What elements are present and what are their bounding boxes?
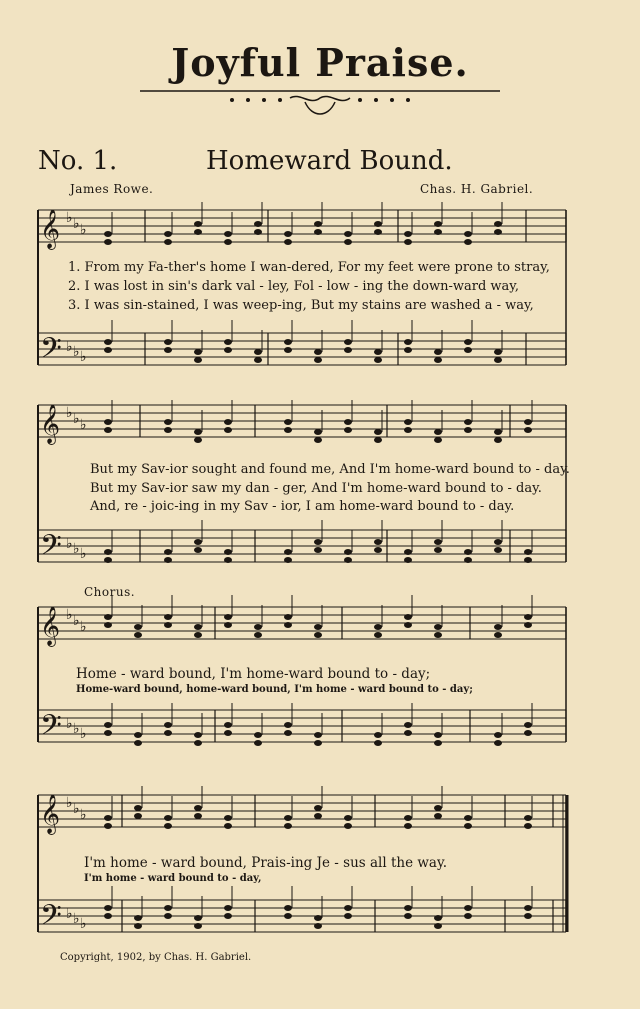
- note-head: [344, 823, 352, 829]
- note-head: [194, 357, 202, 363]
- note-head: [434, 915, 442, 921]
- note-head: [434, 813, 442, 819]
- note-head: [374, 740, 382, 746]
- note-head: [254, 357, 262, 363]
- verse-line-3a: 3. I was sin-stained, I was weep-ing, But my stains are washed a - way,: [68, 298, 534, 313]
- note-head: [224, 913, 232, 919]
- note-head: [194, 539, 202, 545]
- note-head: [284, 557, 292, 563]
- note-head: [134, 624, 142, 630]
- note-head: [104, 614, 112, 620]
- note-head: [434, 437, 442, 443]
- note-head: [524, 722, 532, 728]
- note-head: [104, 339, 112, 345]
- note-head: [524, 614, 532, 620]
- note-head: [434, 221, 442, 227]
- note-head: [404, 339, 412, 345]
- note-head: [134, 740, 142, 746]
- note-head: [164, 730, 172, 736]
- treble-clef-icon: 𝄞: [40, 404, 61, 444]
- note-head: [224, 339, 232, 345]
- note-head: [404, 239, 412, 245]
- note-head: [164, 231, 172, 237]
- note-head: [344, 905, 352, 911]
- note-head: [254, 632, 262, 638]
- note-head: [344, 549, 352, 555]
- note-head: [404, 347, 412, 353]
- note-head: [104, 730, 112, 736]
- treble-clef-icon: 𝄞: [40, 606, 61, 646]
- treble-clef-icon: 𝄞: [40, 209, 61, 249]
- note-head: [344, 427, 352, 433]
- note-head: [224, 239, 232, 245]
- note-head: [284, 231, 292, 237]
- note-head: [284, 427, 292, 433]
- flat-icon: ♭: [66, 339, 73, 355]
- note-head: [224, 557, 232, 563]
- note-head: [524, 427, 532, 433]
- note-head: [464, 347, 472, 353]
- note-head: [404, 815, 412, 821]
- note-head: [314, 915, 322, 921]
- note-head: [374, 221, 382, 227]
- note-head: [464, 231, 472, 237]
- note-head: [494, 539, 502, 545]
- note-head: [494, 547, 502, 553]
- flat-icon: ♭: [66, 716, 73, 732]
- note-head: [194, 740, 202, 746]
- note-head: [224, 730, 232, 736]
- note-head: [284, 549, 292, 555]
- note-head: [314, 547, 322, 553]
- flat-icon: ♭: [73, 411, 80, 427]
- note-head: [104, 557, 112, 563]
- verse-line-2b: But my Sav-ior saw my dan - ger, And I'm home-ward bound to - day.: [90, 481, 542, 496]
- note-head: [224, 427, 232, 433]
- note-head: [314, 624, 322, 630]
- note-head: [224, 622, 232, 628]
- flat-icon: ♭: [80, 546, 87, 562]
- note-head: [134, 915, 142, 921]
- note-head: [104, 231, 112, 237]
- note-head: [254, 732, 262, 738]
- bass-clef-icon: 𝄢: [40, 899, 62, 939]
- note-head: [434, 632, 442, 638]
- note-head: [284, 913, 292, 919]
- note-head: [164, 614, 172, 620]
- note-head: [104, 239, 112, 245]
- note-head: [254, 624, 262, 630]
- note-head: [494, 732, 502, 738]
- verse-line-1a: 1. From my Fa-ther's home I wan-dered, For my feet were prone to stray,: [68, 260, 550, 275]
- composer-credit: Chas. H. Gabriel.: [420, 182, 534, 196]
- note-head: [344, 815, 352, 821]
- note-head: [194, 915, 202, 921]
- chorus-line-echo: Home-ward bound, home-ward bound, I'm home - ward bound to - day;: [76, 684, 473, 695]
- note-head: [434, 229, 442, 235]
- note-head: [284, 722, 292, 728]
- note-head: [284, 730, 292, 736]
- note-head: [404, 427, 412, 433]
- note-head: [104, 419, 112, 425]
- note-head: [434, 539, 442, 545]
- note-head: [494, 349, 502, 355]
- note-head: [344, 913, 352, 919]
- verse-line-1b: But my Sav-ior sought and found me, And I'm home-ward bound to - day.: [90, 462, 570, 477]
- note-head: [194, 805, 202, 811]
- note-head: [524, 815, 532, 821]
- note-head: [344, 557, 352, 563]
- note-head: [464, 823, 472, 829]
- verse-line-2a: 2. I was lost in sin's dark val - ley, Fol - low - ing the down-ward way,: [68, 279, 520, 294]
- note-head: [164, 557, 172, 563]
- note-head: [194, 437, 202, 443]
- flat-icon: ♭: [80, 417, 87, 433]
- note-head: [404, 557, 412, 563]
- chorus-line-echo-2: I'm home - ward bound to - day,: [84, 873, 262, 884]
- note-head: [224, 815, 232, 821]
- note-head: [164, 419, 172, 425]
- note-head: [134, 813, 142, 819]
- note-head: [194, 229, 202, 235]
- note-head: [464, 427, 472, 433]
- chorus-line-main: Home - ward bound, I'm home-ward bound to - day;: [76, 666, 431, 682]
- note-head: [194, 624, 202, 630]
- flat-icon: ♭: [73, 613, 80, 629]
- flat-icon: ♭: [73, 541, 80, 557]
- flat-icon: ♭: [66, 795, 73, 811]
- note-head: [104, 427, 112, 433]
- flat-icon: ♭: [80, 619, 87, 635]
- note-head: [434, 357, 442, 363]
- note-head: [524, 622, 532, 628]
- note-head: [434, 349, 442, 355]
- flat-icon: ♭: [73, 721, 80, 737]
- note-head: [284, 419, 292, 425]
- flat-icon: ♭: [66, 210, 73, 226]
- note-head: [194, 547, 202, 553]
- flat-icon: ♭: [66, 405, 73, 421]
- note-head: [464, 339, 472, 345]
- note-head: [344, 347, 352, 353]
- note-head: [194, 732, 202, 738]
- note-head: [254, 221, 262, 227]
- note-head: [284, 815, 292, 821]
- note-head: [464, 913, 472, 919]
- note-head: [464, 557, 472, 563]
- note-head: [164, 913, 172, 919]
- note-head: [284, 239, 292, 245]
- note-head: [404, 549, 412, 555]
- note-head: [254, 229, 262, 235]
- note-head: [164, 905, 172, 911]
- note-head: [404, 722, 412, 728]
- note-head: [284, 614, 292, 620]
- flat-icon: ♭: [73, 216, 80, 232]
- note-head: [314, 732, 322, 738]
- note-head: [224, 419, 232, 425]
- note-head: [434, 547, 442, 553]
- note-head: [404, 231, 412, 237]
- note-head: [104, 549, 112, 555]
- note-head: [314, 221, 322, 227]
- flat-icon: ♭: [66, 607, 73, 623]
- note-head: [494, 229, 502, 235]
- note-head: [404, 730, 412, 736]
- note-head: [374, 632, 382, 638]
- note-head: [314, 229, 322, 235]
- note-head: [254, 740, 262, 746]
- note-head: [164, 823, 172, 829]
- note-head: [284, 823, 292, 829]
- note-head: [524, 730, 532, 736]
- note-head: [494, 740, 502, 746]
- note-head: [524, 905, 532, 911]
- note-head: [314, 539, 322, 545]
- note-head: [224, 905, 232, 911]
- note-head: [164, 549, 172, 555]
- note-head: [314, 923, 322, 929]
- note-head: [314, 429, 322, 435]
- flat-icon: ♭: [80, 222, 87, 238]
- note-head: [374, 429, 382, 435]
- note-head: [374, 732, 382, 738]
- note-head: [104, 622, 112, 628]
- note-head: [194, 632, 202, 638]
- note-head: [164, 347, 172, 353]
- flat-icon: ♭: [80, 916, 87, 932]
- note-head: [314, 357, 322, 363]
- note-head: [194, 221, 202, 227]
- note-head: [434, 732, 442, 738]
- note-head: [524, 549, 532, 555]
- note-head: [464, 549, 472, 555]
- note-head: [164, 815, 172, 821]
- note-head: [404, 913, 412, 919]
- note-head: [224, 722, 232, 728]
- note-head: [374, 547, 382, 553]
- note-head: [104, 347, 112, 353]
- note-head: [164, 622, 172, 628]
- note-head: [164, 339, 172, 345]
- flat-icon: ♭: [73, 344, 80, 360]
- note-head: [164, 722, 172, 728]
- note-head: [104, 913, 112, 919]
- note-head: [164, 427, 172, 433]
- note-head: [224, 549, 232, 555]
- note-head: [404, 614, 412, 620]
- book-title: Joyful Praise.: [171, 40, 469, 85]
- note-head: [134, 923, 142, 929]
- note-head: [284, 905, 292, 911]
- note-head: [104, 815, 112, 821]
- note-head: [374, 624, 382, 630]
- note-head: [524, 823, 532, 829]
- copyright-notice: Copyright, 1902, by Chas. H. Gabriel.: [60, 952, 252, 963]
- verse-line-3b: And, re - joic-ing in my Sav - ior, I am home-ward bound to - day.: [90, 499, 515, 514]
- note-head: [494, 429, 502, 435]
- note-head: [434, 624, 442, 630]
- note-head: [464, 815, 472, 821]
- note-head: [224, 347, 232, 353]
- note-head: [464, 239, 472, 245]
- note-head: [284, 622, 292, 628]
- note-head: [404, 823, 412, 829]
- note-head: [104, 722, 112, 728]
- flat-icon: ♭: [73, 911, 80, 927]
- note-head: [524, 419, 532, 425]
- note-head: [134, 805, 142, 811]
- note-head: [434, 740, 442, 746]
- note-head: [374, 437, 382, 443]
- bass-clef-icon: 𝄢: [40, 529, 62, 569]
- flat-icon: ♭: [80, 807, 87, 823]
- note-head: [434, 805, 442, 811]
- author-credit: James Rowe.: [70, 182, 154, 196]
- note-head: [344, 231, 352, 237]
- note-head: [194, 429, 202, 435]
- note-head: [404, 419, 412, 425]
- bass-clef-icon: 𝄢: [40, 332, 62, 372]
- note-head: [434, 429, 442, 435]
- flat-icon: ♭: [80, 726, 87, 742]
- note-head: [524, 557, 532, 563]
- note-head: [104, 823, 112, 829]
- note-head: [344, 419, 352, 425]
- note-head: [494, 437, 502, 443]
- note-head: [374, 349, 382, 355]
- note-head: [374, 357, 382, 363]
- note-head: [314, 437, 322, 443]
- treble-clef-icon: 𝄞: [40, 794, 61, 834]
- note-head: [134, 632, 142, 638]
- note-head: [494, 221, 502, 227]
- note-head: [254, 349, 262, 355]
- bass-clef-icon: 𝄢: [40, 709, 62, 749]
- note-head: [314, 740, 322, 746]
- note-head: [374, 539, 382, 545]
- note-head: [434, 923, 442, 929]
- note-head: [404, 905, 412, 911]
- note-head: [494, 357, 502, 363]
- note-head: [194, 813, 202, 819]
- note-head: [464, 905, 472, 911]
- note-head: [194, 349, 202, 355]
- flat-icon: ♭: [66, 906, 73, 922]
- hymn-number: No. 1.: [38, 146, 118, 176]
- note-head: [494, 632, 502, 638]
- note-head: [344, 239, 352, 245]
- note-head: [134, 732, 142, 738]
- note-head: [104, 905, 112, 911]
- note-head: [224, 231, 232, 237]
- flat-icon: ♭: [80, 349, 87, 365]
- note-head: [314, 805, 322, 811]
- note-head: [224, 823, 232, 829]
- note-head: [314, 632, 322, 638]
- hymn-title: Homeward Bound.: [206, 146, 453, 176]
- note-head: [314, 349, 322, 355]
- chorus-label: Chorus.: [84, 585, 136, 599]
- chorus-line-main-2: I'm home - ward bound, Prais-ing Je - sus all the way.: [84, 855, 448, 871]
- note-head: [164, 239, 172, 245]
- note-head: [314, 813, 322, 819]
- note-head: [194, 923, 202, 929]
- note-head: [404, 622, 412, 628]
- flat-icon: ♭: [66, 536, 73, 552]
- note-head: [464, 419, 472, 425]
- note-head: [494, 624, 502, 630]
- note-head: [524, 913, 532, 919]
- note-head: [284, 339, 292, 345]
- note-head: [374, 229, 382, 235]
- flat-icon: ♭: [73, 801, 80, 817]
- note-head: [224, 614, 232, 620]
- note-head: [344, 339, 352, 345]
- note-head: [284, 347, 292, 353]
